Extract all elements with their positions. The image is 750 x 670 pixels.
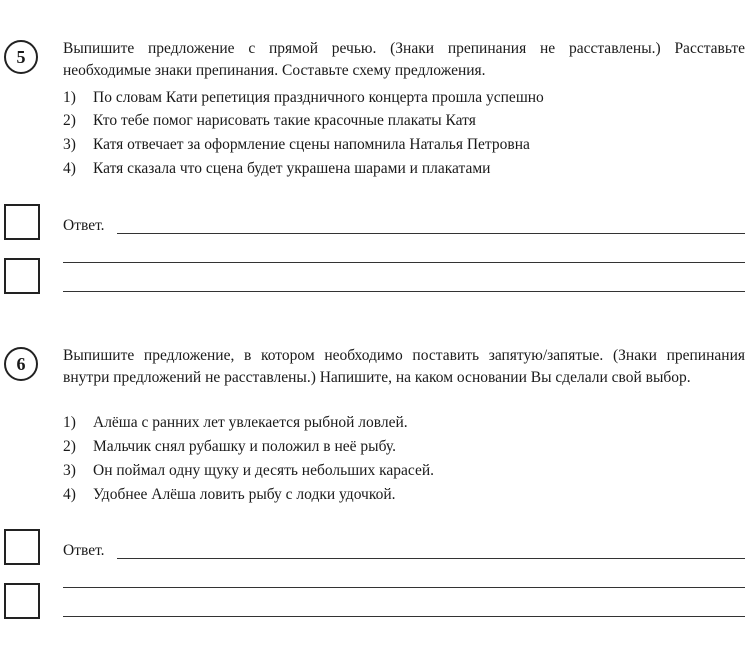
task-6-option-3 — [63, 460, 434, 482]
option-text: Алёша с ранних лет увлекается рыбной ловлей. — [93, 414, 408, 431]
task-6-answer-label: Ответ. — [63, 542, 105, 559]
task-6-option-1 — [63, 412, 408, 434]
option-text: По словам Кати репетиция праздничного концерта прошла успешно — [93, 89, 544, 106]
option-number: 4) — [63, 486, 76, 503]
task-6-score-box-2 — [4, 583, 40, 619]
task-6-answer-line-3[interactable] — [63, 616, 745, 617]
task-6-answer-line-1[interactable] — [117, 558, 745, 559]
task-5-answer-line-1[interactable] — [117, 233, 745, 234]
option-text: Катя отвечает за оформление сцены напомнила Наталья Петровна — [93, 136, 530, 153]
task-5-prompt: Выпишите предложение с прямой речью. (Знаки препинания не расставлены.) Расставьте необходимые знаки препинания. Составьте схему предложения. — [63, 40, 745, 79]
option-number: 3) — [63, 462, 76, 479]
option-text: Кто тебе помог нарисовать такие красочные плакаты Катя — [93, 112, 476, 129]
option-number: 3) — [63, 136, 76, 153]
task-5-score-box-2 — [4, 258, 40, 294]
option-number: 1) — [63, 414, 76, 431]
task-6-score-box-1 — [4, 529, 40, 565]
option-number: 2) — [63, 438, 76, 455]
task-5-number: 5 — [4, 40, 38, 74]
task-5-option-4 — [63, 158, 490, 180]
option-text: Он поймал одну щуку и десять небольших карасей. — [93, 462, 434, 479]
task-6-option-4 — [63, 484, 396, 506]
task-5-score-box-1 — [4, 204, 40, 240]
option-text: Удобнее Алёша ловить рыбу с лодки удочкой. — [93, 486, 396, 503]
task-5-option-2 — [63, 110, 476, 132]
option-number: 1) — [63, 89, 76, 106]
task-6-prompt: Выпишите предложение, в котором необходимо поставить запятую/запятые. (Знаки препинания внутри предложений не расставлены.) Напишите, на каком основании Вы сделали свой выбор. — [63, 347, 745, 386]
option-number: 4) — [63, 160, 76, 177]
option-text: Мальчик снял рубашку и положил в неё рыбу. — [93, 438, 396, 455]
option-text: Катя сказала что сцена будет украшена шарами и плакатами — [93, 160, 491, 177]
task-6-option-2 — [63, 436, 396, 458]
task-6-answer-line-2[interactable] — [63, 587, 745, 588]
task-5-answer-label: Ответ. — [63, 217, 105, 234]
task-5-answer-line-2[interactable] — [63, 262, 745, 263]
task-5-answer-line-3[interactable] — [63, 291, 745, 292]
task-5-option-3 — [63, 134, 530, 156]
option-number: 2) — [63, 112, 76, 129]
task-5-option-1 — [63, 87, 544, 109]
task-6-number: 6 — [4, 347, 38, 381]
